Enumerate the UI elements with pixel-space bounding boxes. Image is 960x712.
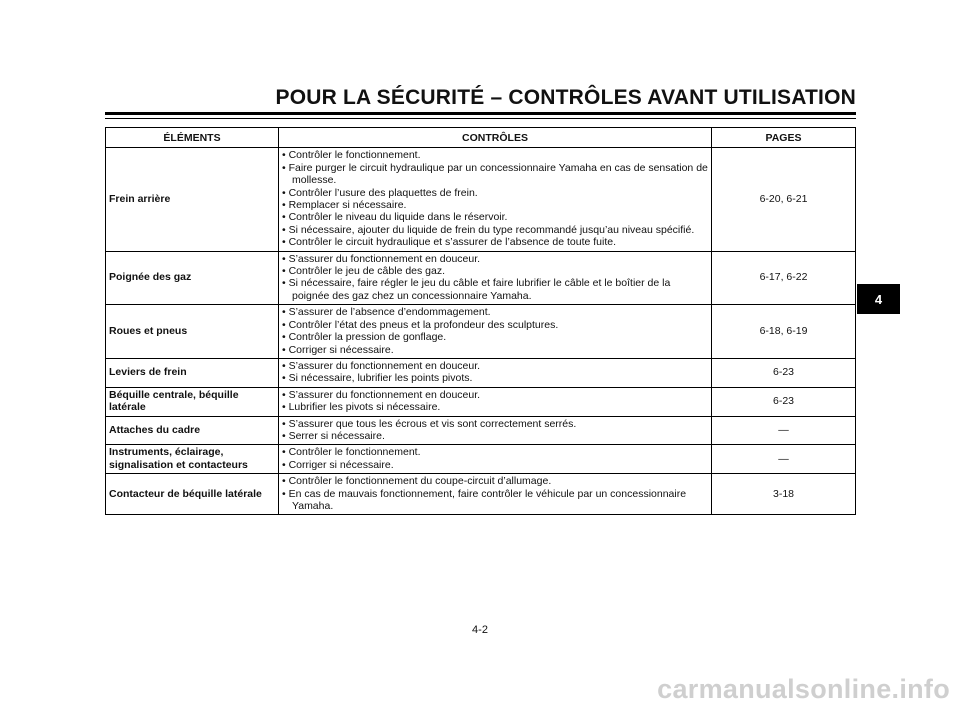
title-rule-thin <box>105 118 856 119</box>
row-checks <box>279 416 712 445</box>
page-number: 4-2 <box>472 624 488 636</box>
row-element: Instruments, éclairage, signalisation et contacteurs <box>106 445 279 474</box>
table-row <box>106 148 856 251</box>
row-pages: 6-20, 6-21 <box>712 148 856 251</box>
check-item: • En cas de mauvais fonctionnement, faire contrôler le véhicule par un concessionnaire Yamaha. <box>282 487 687 512</box>
row-checks <box>279 474 712 515</box>
row-element: Attaches du cadre <box>106 416 279 445</box>
header-checks: CONTRÔLES <box>279 128 712 148</box>
row-pages: 6-18, 6-19 <box>712 305 856 359</box>
check-item: • Contrôler le niveau du liquide dans le réservoir. <box>282 211 508 224</box>
header-pages: PAGES <box>712 128 856 148</box>
check-item: • S’assurer du fonctionnement en douceur. <box>282 252 481 265</box>
table-row <box>106 387 856 416</box>
row-element: Poignée des gaz <box>106 251 279 305</box>
row-element: Leviers de frein <box>106 358 279 387</box>
table-row <box>106 445 856 474</box>
check-item: • Corriger si nécessaire. <box>282 343 394 356</box>
row-checks <box>279 148 712 251</box>
check-item: • Lubrifier les pivots si nécessaire. <box>282 401 441 414</box>
check-item: • Contrôler le circuit hydraulique et s’assurer de l’absence de toute fuite. <box>282 236 617 249</box>
check-item: • Si nécessaire, ajouter du liquide de frein du type recommandé jusqu’au niveau spécifié. <box>282 223 695 236</box>
check-item: • Remplacer si nécessaire. <box>282 199 407 212</box>
table-header-row <box>106 128 856 148</box>
row-element: Béquille centrale, béquille latérale <box>106 387 279 416</box>
pre-operation-checks-table <box>105 127 856 515</box>
check-item: • S’assurer du fonctionnement en douceur. <box>282 388 481 401</box>
check-item: • Faire purger le circuit hydraulique par un concessionnaire Yamaha en cas de sensation de mollesse. <box>282 161 708 187</box>
table-row <box>106 305 856 359</box>
row-pages: 6-17, 6-22 <box>712 251 856 305</box>
check-item: • Contrôler le fonctionnement. <box>282 446 421 459</box>
check-item: • S’assurer de l’absence d’endommagement. <box>282 306 491 319</box>
table-row <box>106 416 856 445</box>
check-item: • Contrôler le fonctionnement du coupe-circuit d’allumage. <box>282 475 552 488</box>
row-element: Contacteur de béquille latérale <box>106 474 279 515</box>
watermark: carmanualsonline.info <box>657 674 950 704</box>
row-checks <box>279 445 712 474</box>
row-pages: — <box>712 445 856 474</box>
table-row <box>106 474 856 515</box>
check-item: • Si nécessaire, lubrifier les points pivots. <box>282 372 473 385</box>
row-pages: 6-23 <box>712 358 856 387</box>
section-tab: 4 <box>857 284 900 314</box>
check-item: • Contrôler le jeu de câble des gaz. <box>282 265 446 278</box>
title-rule-thick <box>105 112 856 115</box>
row-element: Roues et pneus <box>106 305 279 359</box>
page-title: POUR LA SÉCURITÉ – CONTRÔLES AVANT UTILISATION <box>275 86 856 109</box>
check-item: • S’assurer du fonctionnement en douceur. <box>282 359 481 372</box>
table-row <box>106 251 856 305</box>
check-item: • Serrer si nécessaire. <box>282 429 385 442</box>
check-item: • Contrôler la pression de gonflage. <box>282 331 447 344</box>
row-pages: 6-23 <box>712 387 856 416</box>
check-item: • Contrôler l’usure des plaquettes de frein. <box>282 186 478 199</box>
row-pages: — <box>712 416 856 445</box>
header-elements: ÉLÉMENTS <box>106 128 279 148</box>
table-row <box>106 358 856 387</box>
row-pages: 3-18 <box>712 474 856 515</box>
row-checks <box>279 251 712 305</box>
row-element: Frein arrière <box>106 148 279 251</box>
check-item: • S’assurer que tous les écrous et vis sont correctement serrés. <box>282 417 577 430</box>
check-item: • Si nécessaire, faire régler le jeu du câble et faire lubrifier le câble et le boîtier de la poignée des gaz chez un concessionnaire Yamaha. <box>282 277 671 302</box>
row-checks <box>279 358 712 387</box>
check-item: • Corriger si nécessaire. <box>282 458 394 471</box>
row-checks <box>279 387 712 416</box>
row-checks <box>279 305 712 359</box>
check-item: • Contrôler l’état des pneus et la profondeur des sculptures. <box>282 318 559 331</box>
check-item: • Contrôler le fonctionnement. <box>282 149 421 162</box>
